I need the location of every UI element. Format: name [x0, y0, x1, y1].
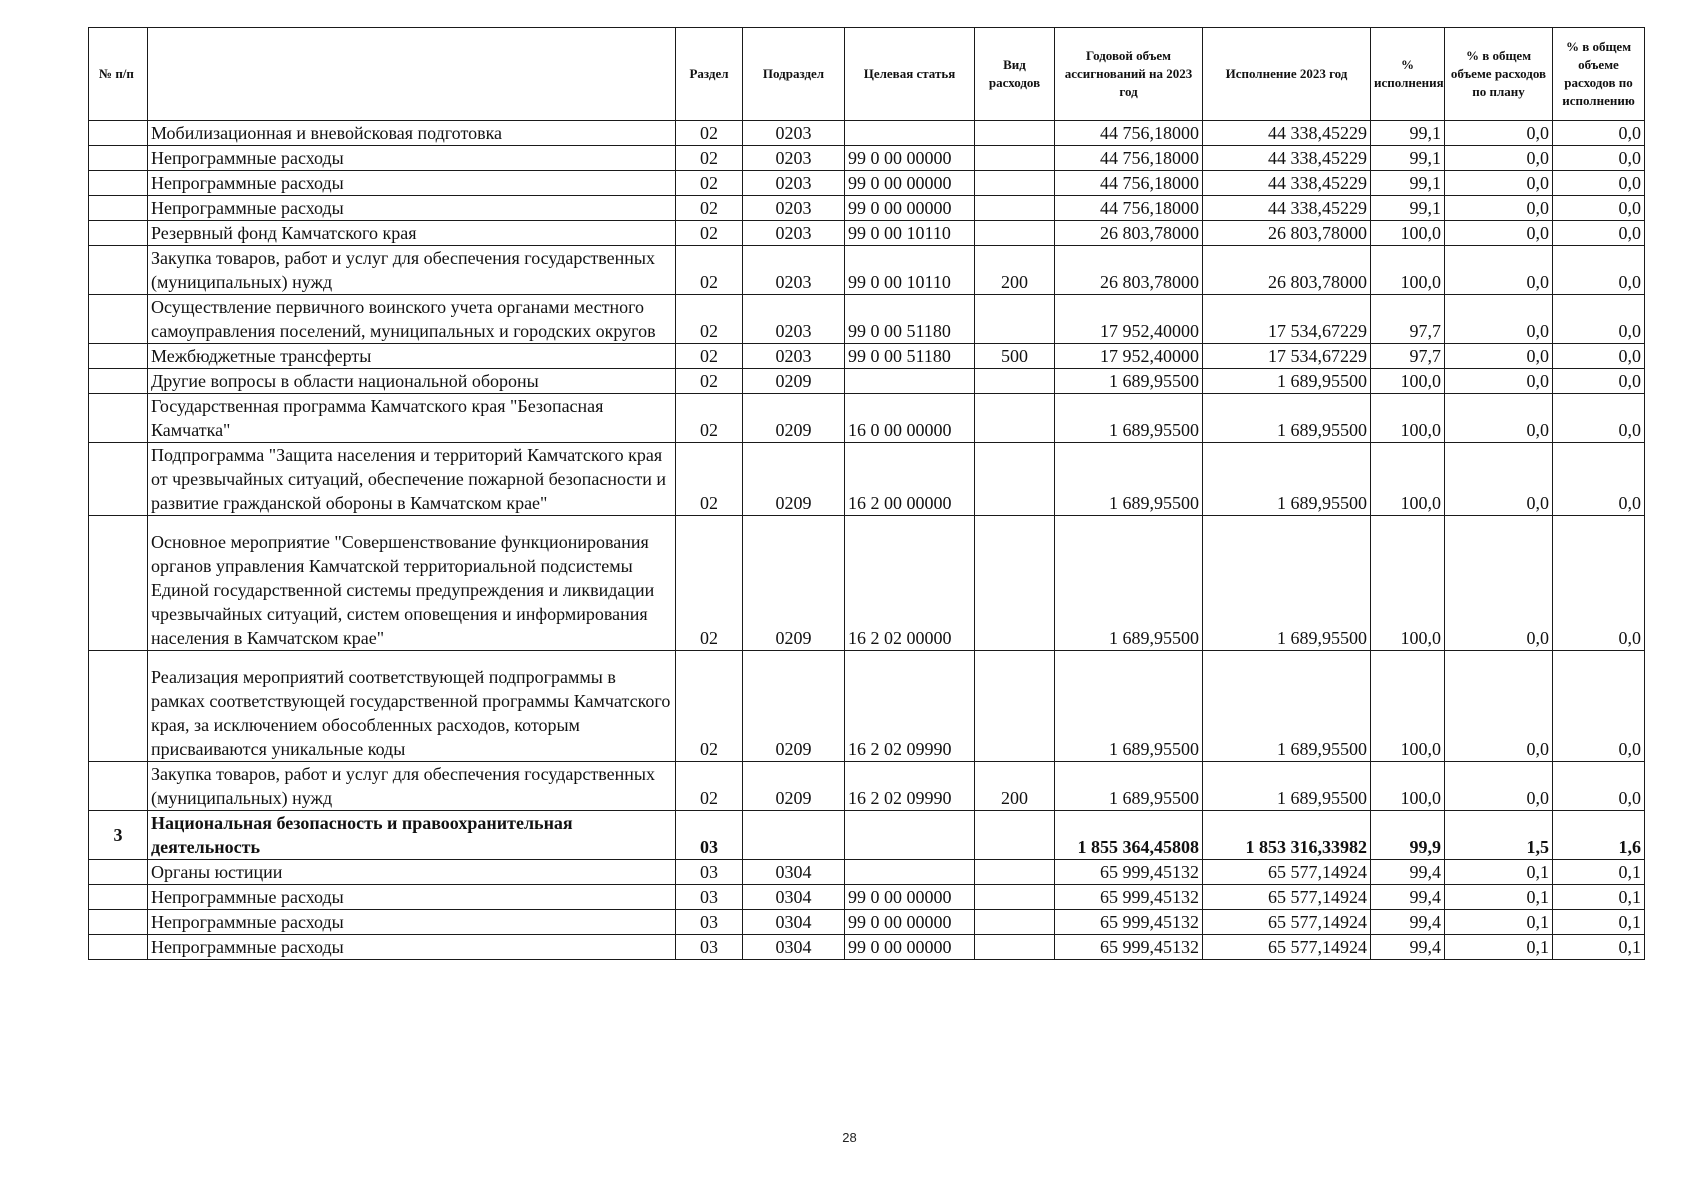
- cell-target: 16 2 02 09990: [845, 762, 975, 811]
- cell-razdel: 02: [676, 369, 743, 394]
- cell-razdel: 02: [676, 221, 743, 246]
- cell-share-plan: 0,0: [1445, 651, 1553, 762]
- cell-num: [89, 246, 148, 295]
- col-header-fact: Исполнение 2023 год: [1203, 28, 1371, 121]
- cell-share-plan: 0,1: [1445, 935, 1553, 960]
- cell-target: 99 0 00 00000: [845, 935, 975, 960]
- cell-share-fact: 0,1: [1553, 910, 1645, 935]
- cell-num: [89, 171, 148, 196]
- cell-razdel: 02: [676, 651, 743, 762]
- cell-fact: 65 577,14924: [1203, 885, 1371, 910]
- table-row: [89, 394, 1645, 443]
- cell-plan: 65 999,45132: [1055, 885, 1203, 910]
- cell-pct: 100,0: [1371, 246, 1445, 295]
- cell-vid: [975, 443, 1055, 516]
- cell-target: 16 0 00 00000: [845, 394, 975, 443]
- cell-share-plan: 0,0: [1445, 221, 1553, 246]
- cell-share-plan: 0,0: [1445, 196, 1553, 221]
- table-row: [89, 344, 1645, 369]
- cell-pct: 97,7: [1371, 295, 1445, 344]
- cell-razdel: 02: [676, 295, 743, 344]
- cell-plan: 1 689,95500: [1055, 516, 1203, 651]
- cell-vid: [975, 885, 1055, 910]
- cell-share-fact: 0,0: [1553, 443, 1645, 516]
- cell-num: [89, 344, 148, 369]
- cell-target: [845, 121, 975, 146]
- cell-razdel: 02: [676, 443, 743, 516]
- cell-razdel: 03: [676, 910, 743, 935]
- cell-share-fact: 0,0: [1553, 762, 1645, 811]
- cell-name: Основное мероприятие "Совершенствование функционирования органов управления Камчатской территориальной подсистемы Единой государственной системы предупреждения и ликвидации чрезвычайных ситуаций, систем оповещения и информирования населения в Камчатском крае": [148, 516, 676, 651]
- col-header-num: № п/п: [89, 28, 148, 121]
- col-header-target: Целевая статья: [845, 28, 975, 121]
- cell-fact: 1 689,95500: [1203, 762, 1371, 811]
- cell-num: [89, 762, 148, 811]
- cell-podrazdel: 0209: [743, 369, 845, 394]
- cell-share-plan: 0,0: [1445, 394, 1553, 443]
- col-header-vid: Вид расходов: [975, 28, 1055, 121]
- cell-share-fact: 0,0: [1553, 295, 1645, 344]
- cell-num: [89, 443, 148, 516]
- cell-share-plan: 0,0: [1445, 516, 1553, 651]
- cell-fact: 44 338,45229: [1203, 146, 1371, 171]
- cell-podrazdel: 0203: [743, 121, 845, 146]
- cell-name: Непрограммные расходы: [148, 885, 676, 910]
- cell-vid: [975, 369, 1055, 394]
- cell-podrazdel: 0203: [743, 221, 845, 246]
- table-row: [89, 910, 1645, 935]
- cell-plan: 1 689,95500: [1055, 651, 1203, 762]
- cell-num: [89, 394, 148, 443]
- cell-pct: 100,0: [1371, 394, 1445, 443]
- cell-target: 16 2 00 00000: [845, 443, 975, 516]
- cell-plan: 44 756,18000: [1055, 171, 1203, 196]
- cell-vid: [975, 121, 1055, 146]
- cell-name: Осуществление первичного воинского учета органами местного самоуправления поселений, муниципальных и городских округов: [148, 295, 676, 344]
- cell-plan: 1 689,95500: [1055, 394, 1203, 443]
- cell-podrazdel: [743, 811, 845, 860]
- cell-name: Межбюджетные трансферты: [148, 344, 676, 369]
- cell-podrazdel: 0209: [743, 443, 845, 516]
- cell-plan: 1 689,95500: [1055, 369, 1203, 394]
- cell-vid: [975, 221, 1055, 246]
- cell-target: [845, 369, 975, 394]
- cell-razdel: 02: [676, 171, 743, 196]
- table-row: [89, 121, 1645, 146]
- cell-plan: 44 756,18000: [1055, 121, 1203, 146]
- cell-target: 99 0 00 00000: [845, 196, 975, 221]
- cell-target: 99 0 00 10110: [845, 246, 975, 295]
- cell-plan: 65 999,45132: [1055, 860, 1203, 885]
- cell-target: [845, 811, 975, 860]
- cell-fact: 26 803,78000: [1203, 246, 1371, 295]
- cell-podrazdel: 0203: [743, 295, 845, 344]
- cell-fact: 44 338,45229: [1203, 171, 1371, 196]
- cell-num: [89, 910, 148, 935]
- cell-razdel: 02: [676, 394, 743, 443]
- cell-fact: 65 577,14924: [1203, 860, 1371, 885]
- cell-share-plan: 0,0: [1445, 762, 1553, 811]
- cell-plan: 44 756,18000: [1055, 146, 1203, 171]
- cell-podrazdel: 0209: [743, 651, 845, 762]
- cell-target: 99 0 00 00000: [845, 171, 975, 196]
- cell-razdel: 03: [676, 811, 743, 860]
- cell-vid: [975, 146, 1055, 171]
- cell-target: 99 0 00 00000: [845, 910, 975, 935]
- cell-share-plan: 0,0: [1445, 146, 1553, 171]
- cell-share-fact: 0,0: [1553, 651, 1645, 762]
- cell-plan: 1 689,95500: [1055, 762, 1203, 811]
- cell-target: 99 0 00 00000: [845, 146, 975, 171]
- cell-vid: [975, 295, 1055, 344]
- table-row: [89, 146, 1645, 171]
- cell-razdel: 03: [676, 860, 743, 885]
- cell-target: 99 0 00 00000: [845, 885, 975, 910]
- cell-razdel: 02: [676, 146, 743, 171]
- cell-vid: [975, 516, 1055, 651]
- cell-plan: 65 999,45132: [1055, 910, 1203, 935]
- cell-name: Другие вопросы в области национальной обороны: [148, 369, 676, 394]
- table-row: [89, 651, 1645, 762]
- table-header: [89, 28, 1645, 121]
- cell-share-fact: 0,0: [1553, 146, 1645, 171]
- cell-name: Национальная безопасность и правоохранительная деятельность: [148, 811, 676, 860]
- cell-share-fact: 0,0: [1553, 246, 1645, 295]
- cell-name: Подпрограмма "Защита населения и территорий Камчатского края от чрезвычайных ситуаций, обеспечение пожарной безопасности и развитие гражданской обороны в Камчатском крае": [148, 443, 676, 516]
- cell-share-plan: 0,1: [1445, 885, 1553, 910]
- cell-name: Непрограммные расходы: [148, 171, 676, 196]
- cell-podrazdel: 0203: [743, 246, 845, 295]
- cell-num: [89, 121, 148, 146]
- cell-share-fact: 0,0: [1553, 196, 1645, 221]
- table-row: [89, 885, 1645, 910]
- cell-share-fact: 0,0: [1553, 344, 1645, 369]
- cell-plan: 17 952,40000: [1055, 344, 1203, 369]
- cell-pct: 99,4: [1371, 935, 1445, 960]
- cell-fact: 44 338,45229: [1203, 196, 1371, 221]
- col-header-razdel: Раздел: [676, 28, 743, 121]
- cell-target: 16 2 02 00000: [845, 516, 975, 651]
- cell-pct: 99,1: [1371, 146, 1445, 171]
- cell-target: [845, 860, 975, 885]
- cell-share-plan: 0,0: [1445, 443, 1553, 516]
- cell-target: 99 0 00 51180: [845, 295, 975, 344]
- cell-pct: 100,0: [1371, 369, 1445, 394]
- cell-pct: 99,9: [1371, 811, 1445, 860]
- cell-share-fact: 0,0: [1553, 171, 1645, 196]
- cell-num: [89, 516, 148, 651]
- cell-pct: 99,4: [1371, 860, 1445, 885]
- cell-fact: 65 577,14924: [1203, 935, 1371, 960]
- table-row: [89, 811, 1645, 860]
- cell-pct: 100,0: [1371, 443, 1445, 516]
- table-row: [89, 171, 1645, 196]
- cell-podrazdel: 0304: [743, 885, 845, 910]
- cell-name: Закупка товаров, работ и услуг для обеспечения государственных (муниципальных) нужд: [148, 762, 676, 811]
- cell-share-plan: 1,5: [1445, 811, 1553, 860]
- cell-pct: 100,0: [1371, 221, 1445, 246]
- cell-share-plan: 0,0: [1445, 171, 1553, 196]
- cell-pct: 100,0: [1371, 651, 1445, 762]
- cell-share-fact: 1,6: [1553, 811, 1645, 860]
- cell-share-plan: 0,1: [1445, 910, 1553, 935]
- cell-num: [89, 651, 148, 762]
- cell-name: Реализация мероприятий соответствующей подпрограммы в рамках соответствующей государственной программы Камчатского края, за исключением обособленных расходов, которым присваиваются уникальные коды: [148, 651, 676, 762]
- cell-fact: 17 534,67229: [1203, 344, 1371, 369]
- cell-vid: [975, 860, 1055, 885]
- cell-num: [89, 146, 148, 171]
- cell-plan: 26 803,78000: [1055, 246, 1203, 295]
- cell-pct: 99,4: [1371, 885, 1445, 910]
- table-row: [89, 516, 1645, 651]
- cell-fact: 44 338,45229: [1203, 121, 1371, 146]
- cell-share-plan: 0,0: [1445, 121, 1553, 146]
- cell-name: Государственная программа Камчатского края "Безопасная Камчатка": [148, 394, 676, 443]
- cell-target: 99 0 00 10110: [845, 221, 975, 246]
- cell-pct: 99,1: [1371, 196, 1445, 221]
- cell-vid: 200: [975, 246, 1055, 295]
- cell-fact: 26 803,78000: [1203, 221, 1371, 246]
- cell-pct: 99,4: [1371, 910, 1445, 935]
- cell-razdel: 03: [676, 935, 743, 960]
- cell-plan: 17 952,40000: [1055, 295, 1203, 344]
- cell-fact: 1 853 316,33982: [1203, 811, 1371, 860]
- cell-share-fact: 0,1: [1553, 935, 1645, 960]
- cell-share-fact: 0,0: [1553, 516, 1645, 651]
- cell-share-fact: 0,0: [1553, 369, 1645, 394]
- table-row: [89, 369, 1645, 394]
- cell-pct: 97,7: [1371, 344, 1445, 369]
- cell-fact: 1 689,95500: [1203, 394, 1371, 443]
- page-number: 28: [842, 1130, 857, 1145]
- cell-vid: [975, 394, 1055, 443]
- cell-fact: 1 689,95500: [1203, 651, 1371, 762]
- cell-pct: 99,1: [1371, 171, 1445, 196]
- header-row: [89, 28, 1645, 121]
- cell-num: [89, 369, 148, 394]
- cell-num: [89, 221, 148, 246]
- cell-razdel: 02: [676, 762, 743, 811]
- cell-name: Органы юстиции: [148, 860, 676, 885]
- cell-podrazdel: 0304: [743, 860, 845, 885]
- cell-target: 99 0 00 51180: [845, 344, 975, 369]
- cell-vid: [975, 935, 1055, 960]
- cell-razdel: 03: [676, 885, 743, 910]
- cell-razdel: 02: [676, 196, 743, 221]
- cell-share-plan: 0,0: [1445, 246, 1553, 295]
- cell-num: [89, 196, 148, 221]
- cell-name: Непрограммные расходы: [148, 146, 676, 171]
- col-header-share-plan: % в общем объеме расходов по плану: [1445, 28, 1553, 121]
- cell-plan: 1 689,95500: [1055, 443, 1203, 516]
- cell-num: [89, 295, 148, 344]
- cell-plan: 26 803,78000: [1055, 221, 1203, 246]
- cell-fact: 17 534,67229: [1203, 295, 1371, 344]
- cell-share-fact: 0,0: [1553, 394, 1645, 443]
- cell-podrazdel: 0203: [743, 146, 845, 171]
- table-row: [89, 860, 1645, 885]
- table-row: [89, 762, 1645, 811]
- cell-razdel: 02: [676, 344, 743, 369]
- col-header-plan: Годовой объем ассигнований на 2023 год: [1055, 28, 1203, 121]
- cell-podrazdel: 0209: [743, 394, 845, 443]
- cell-num: [89, 860, 148, 885]
- cell-name: Непрограммные расходы: [148, 196, 676, 221]
- cell-name: Закупка товаров, работ и услуг для обеспечения государственных (муниципальных) нужд: [148, 246, 676, 295]
- cell-share-fact: 0,1: [1553, 885, 1645, 910]
- table-row: [89, 246, 1645, 295]
- cell-fact: 65 577,14924: [1203, 910, 1371, 935]
- col-header-podrazdel: Подраздел: [743, 28, 845, 121]
- cell-plan: 65 999,45132: [1055, 935, 1203, 960]
- cell-razdel: 02: [676, 516, 743, 651]
- cell-fact: 1 689,95500: [1203, 443, 1371, 516]
- cell-vid: [975, 196, 1055, 221]
- cell-podrazdel: 0209: [743, 516, 845, 651]
- cell-pct: 100,0: [1371, 762, 1445, 811]
- cell-vid: 200: [975, 762, 1055, 811]
- budget-execution-table: [88, 27, 1645, 960]
- cell-fact: 1 689,95500: [1203, 369, 1371, 394]
- cell-pct: 100,0: [1371, 516, 1445, 651]
- cell-podrazdel: 0304: [743, 935, 845, 960]
- cell-num: [89, 935, 148, 960]
- cell-pct: 99,1: [1371, 121, 1445, 146]
- cell-podrazdel: 0203: [743, 344, 845, 369]
- cell-podrazdel: 0203: [743, 196, 845, 221]
- cell-share-plan: 0,0: [1445, 344, 1553, 369]
- cell-vid: 500: [975, 344, 1055, 369]
- cell-vid: [975, 651, 1055, 762]
- table-row: [89, 935, 1645, 960]
- cell-share-fact: 0,0: [1553, 121, 1645, 146]
- cell-vid: [975, 811, 1055, 860]
- cell-name: Непрограммные расходы: [148, 910, 676, 935]
- cell-name: Резервный фонд Камчатского края: [148, 221, 676, 246]
- cell-plan: 1 855 364,45808: [1055, 811, 1203, 860]
- table-row: [89, 196, 1645, 221]
- cell-podrazdel: 0304: [743, 910, 845, 935]
- cell-vid: [975, 910, 1055, 935]
- col-header-name: [148, 28, 676, 121]
- cell-name: Мобилизационная и вневойсковая подготовка: [148, 121, 676, 146]
- cell-share-fact: 0,0: [1553, 221, 1645, 246]
- table-row: [89, 443, 1645, 516]
- table-row: [89, 221, 1645, 246]
- cell-podrazdel: 0209: [743, 762, 845, 811]
- cell-razdel: 02: [676, 246, 743, 295]
- col-header-pct: % исполнения: [1371, 28, 1445, 121]
- cell-fact: 1 689,95500: [1203, 516, 1371, 651]
- cell-plan: 44 756,18000: [1055, 196, 1203, 221]
- col-header-share-fact: % в общем объеме расходов по исполнению: [1553, 28, 1645, 121]
- cell-name: Непрограммные расходы: [148, 935, 676, 960]
- cell-num: [89, 885, 148, 910]
- cell-target: 16 2 02 09990: [845, 651, 975, 762]
- cell-share-fact: 0,1: [1553, 860, 1645, 885]
- table-row: [89, 295, 1645, 344]
- cell-podrazdel: 0203: [743, 171, 845, 196]
- cell-num: 3: [89, 811, 148, 860]
- cell-share-plan: 0,1: [1445, 860, 1553, 885]
- cell-razdel: 02: [676, 121, 743, 146]
- cell-share-plan: 0,0: [1445, 295, 1553, 344]
- cell-vid: [975, 171, 1055, 196]
- table-body: [89, 121, 1645, 960]
- cell-share-plan: 0,0: [1445, 369, 1553, 394]
